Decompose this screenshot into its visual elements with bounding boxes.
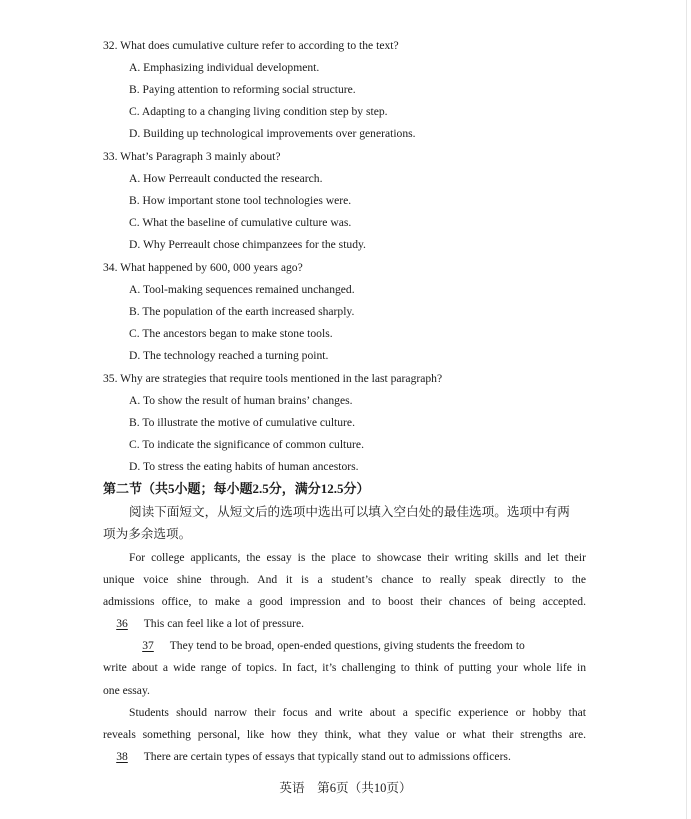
passage-p1-line-3: admissions office, to make a good impression and to boost their chances of being accepted. bbox=[103, 595, 586, 608]
question-33-option-c: C. What the baseline of cumulative culture was. bbox=[129, 216, 352, 229]
question-32-option-d: D. Building up technological improvements over generations. bbox=[129, 127, 416, 140]
passage-p3-line-3-text: There are certain types of essays that typically stand out to admissions officers. bbox=[143, 750, 511, 763]
passage-p1-line-1: For college applicants, the essay is the place to showcase their writing skills and let their bbox=[129, 551, 586, 564]
question-34-stem: 34. What happened by 600, 000 years ago? bbox=[103, 261, 303, 274]
blank-37: 37 bbox=[142, 639, 154, 652]
question-35-option-d: D. To stress the eating habits of human ancestors. bbox=[129, 460, 359, 473]
section-instruction-line-1: 阅读下面短文，从短文后的选项中选出可以填入空白处的最佳选项。选项中有两 bbox=[129, 505, 570, 519]
question-32-option-c: C. Adapting to a changing living condition step by step. bbox=[129, 105, 388, 118]
passage-p3-line-1: Students should narrow their focus and write about a specific experience or hobby that bbox=[129, 706, 586, 719]
passage-p2-line-3: one essay. bbox=[103, 684, 150, 697]
question-34-option-d: D. The technology reached a turning point. bbox=[129, 349, 329, 362]
question-34-option-c: C. The ancestors began to make stone tools. bbox=[129, 327, 333, 340]
passage-p2-line-1-text: They tend to be broad, open-ended questions, giving students the freedom to bbox=[169, 639, 525, 652]
section-instruction-line-2: 项为多余选项。 bbox=[103, 527, 192, 541]
question-33-stem: 33. What’s Paragraph 3 mainly about? bbox=[103, 150, 281, 163]
question-35-option-b: B. To illustrate the motive of cumulative culture. bbox=[129, 416, 355, 429]
question-35-option-c: C. To indicate the significance of common culture. bbox=[129, 438, 364, 451]
page-edge bbox=[686, 0, 687, 819]
section-heading: 第二节（共5小题；每小题2.5分，满分12.5分） bbox=[103, 481, 370, 496]
page-footer: 英语 第6页（共10页） bbox=[279, 781, 412, 795]
blank-36: 36 bbox=[116, 617, 128, 630]
passage-p3-line-2: reveals something personal, like how they think, what they value or what their strengths are. bbox=[103, 728, 586, 741]
question-32-option-a: A. Emphasizing individual development. bbox=[129, 61, 320, 74]
question-33-option-b: B. How important stone tool technologies were. bbox=[129, 194, 352, 207]
passage-p1-line-2: unique voice shine through. And it is a student’s chance to really speak directly to the bbox=[103, 573, 586, 586]
question-35-option-a: A. To show the result of human brains’ changes. bbox=[129, 394, 353, 407]
question-34-option-a: A. Tool-making sequences remained unchanged. bbox=[129, 283, 355, 296]
question-34-option-b: B. The population of the earth increased sharply. bbox=[129, 305, 355, 318]
passage-p3-line-3 bbox=[103, 749, 511, 765]
question-33-option-a: A. How Perreault conducted the research. bbox=[129, 172, 323, 185]
passage-p1-line-4-text: This can feel like a lot of pressure. bbox=[143, 617, 305, 630]
passage-p1-line-4 bbox=[103, 616, 304, 632]
question-32-option-b: B. Paying attention to reforming social structure. bbox=[129, 83, 356, 96]
blank-38: 38 bbox=[116, 750, 128, 763]
question-32-stem: 32. What does cumulative culture refer to according to the text? bbox=[103, 39, 399, 52]
passage-p2-line-1 bbox=[129, 638, 586, 654]
passage-p2-line-2: write about a wide range of topics. In fact, it’s challenging to think of putting your whole life in bbox=[103, 661, 586, 674]
question-33-option-d: D. Why Perreault chose chimpanzees for the study. bbox=[129, 238, 366, 251]
question-35-stem: 35. Why are strategies that require tools mentioned in the last paragraph? bbox=[103, 372, 443, 385]
